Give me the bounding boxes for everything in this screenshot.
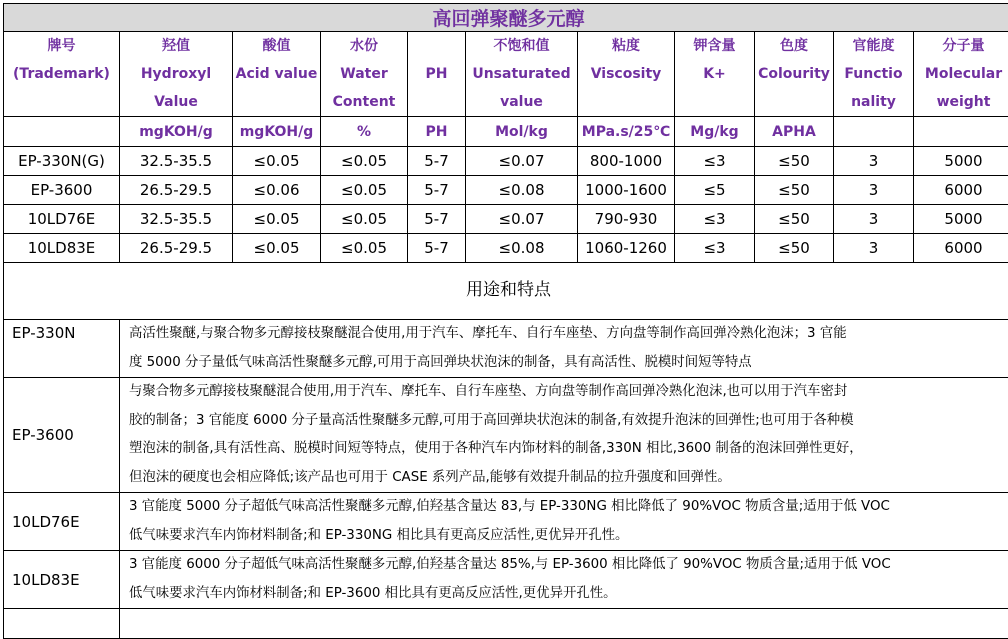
- unit-cell: mgKOH/g: [120, 117, 233, 147]
- usage-title-text: 用途和特点: [466, 280, 551, 300]
- table-cell: 5-7: [408, 176, 466, 205]
- table-cell: ≤50: [755, 176, 834, 205]
- header-line: 羟值: [120, 32, 232, 60]
- table-cell: ≤50: [755, 234, 834, 263]
- table-cell: 3: [834, 234, 914, 263]
- usage-row: [4, 551, 1008, 609]
- table-cell: 32.5-35.5: [120, 147, 233, 176]
- column-header: [233, 32, 321, 117]
- description-line: 3 官能度 5000 分子超低气味高活性聚醚多元醇,伯羟基含量达 83,与 EP-330NG 相比降低了 90%VOC 物质含量;适用于低 VOC: [129, 493, 1005, 522]
- header-line: weight: [914, 88, 1008, 116]
- table-cell: 3: [834, 147, 914, 176]
- unit-cell: Mg/kg: [675, 117, 755, 147]
- description-line: 与聚合物多元醇接枝聚醚混合使用,用于汽车、摩托车、自行车座垫、方向盘等制作高回弹冷熟化泡沫,也可以用于汽车密封: [129, 378, 1005, 407]
- table-cell: ≤3: [675, 205, 755, 234]
- header-line: Molecular: [914, 60, 1008, 88]
- header-line: 酸值: [233, 32, 320, 60]
- header-line: [675, 88, 754, 116]
- table-cell: 32.5-35.5: [120, 205, 233, 234]
- column-header: [120, 32, 233, 117]
- unit-cell: APHA: [755, 117, 834, 147]
- column-header: [675, 32, 755, 117]
- table-cell: ≤0.05: [233, 205, 321, 234]
- unit-cell: mgKOH/g: [233, 117, 321, 147]
- header-line: Acid value: [233, 60, 320, 88]
- header-line: Unsaturated: [466, 60, 577, 88]
- header-line: Water: [321, 60, 407, 88]
- table-cell: ≤50: [755, 205, 834, 234]
- table-cell: ≤0.05: [321, 176, 408, 205]
- header-line: 分子量: [914, 32, 1008, 60]
- table-cell: ≤0.06: [233, 176, 321, 205]
- unit-cell: Mol/kg: [466, 117, 578, 147]
- description-line: 但泡沫的硬度也会相应降低;该产品也可用于 CASE 系列产品,能够有效提升制品的拉升强度和回弹性。: [129, 464, 1005, 493]
- table-cell: EP-3600: [4, 176, 120, 205]
- product-description: [120, 378, 1008, 493]
- column-header: [466, 32, 578, 117]
- table-cell: 3: [834, 205, 914, 234]
- table-cell: 26.5-29.5: [120, 234, 233, 263]
- column-header: [578, 32, 675, 117]
- header-line: Colourity: [755, 60, 833, 88]
- header-line: Content: [321, 88, 407, 116]
- usage-row: [4, 378, 1008, 493]
- description-line: 高活性聚醚,与聚合物多元醇接枝聚醚混合使用,用于汽车、摩托车、自行车座垫、方向盘等制作高回弹冷熟化泡沫；3 官能: [129, 320, 1005, 349]
- table-cell: ≤0.05: [233, 147, 321, 176]
- table-cell: ≤50: [755, 147, 834, 176]
- header-line: 牌号: [4, 32, 119, 60]
- usage-row: [4, 493, 1008, 551]
- usage-title-row: [4, 263, 1008, 320]
- header-line: [233, 88, 320, 116]
- table-title: 高回弹聚醚多元醇: [4, 4, 1008, 32]
- product-name: EP-330N: [4, 320, 120, 378]
- table-cell: 1060-1260: [578, 234, 675, 263]
- table-cell: 10LD76E: [4, 205, 120, 234]
- header-line: PH: [408, 60, 465, 88]
- header-line: (Trademark): [4, 60, 119, 88]
- header-line: Viscosity: [578, 60, 674, 88]
- description-line: 胶的制备；3 官能度 6000 分子量高活性聚醚多元醇,可用于高回弹块状泡沫的制备,有效提升泡沫的回弹性;也可用于各种模: [129, 407, 1005, 436]
- table-cell: 1000-1600: [578, 176, 675, 205]
- unit-cell: MPa.s/25℃: [578, 117, 675, 147]
- empty-row: [4, 609, 1008, 639]
- column-header: [408, 32, 466, 117]
- unit-cell: PH: [408, 117, 466, 147]
- empty-cell: [120, 609, 1008, 639]
- unit-cell: [4, 117, 120, 147]
- header-line: Value: [120, 88, 232, 116]
- table-row: [4, 205, 1008, 234]
- table-cell: ≤3: [675, 234, 755, 263]
- table-cell: EP-330N(G): [4, 147, 120, 176]
- table-cell: 3: [834, 176, 914, 205]
- table-cell: ≤0.08: [466, 234, 578, 263]
- header-line: [4, 88, 119, 116]
- table-cell: 800-1000: [578, 147, 675, 176]
- header-line: 不饱和值: [466, 32, 577, 60]
- column-header: [755, 32, 834, 117]
- product-description: [120, 493, 1008, 551]
- product-spec-table: [3, 3, 1008, 639]
- product-name: 10LD76E: [4, 493, 120, 551]
- header-line: 钾含量: [675, 32, 754, 60]
- table-cell: 5000: [914, 147, 1008, 176]
- product-name: 10LD83E: [4, 551, 120, 609]
- description-line: 3 官能度 6000 分子超低气味高活性聚醚多元醇,伯羟基含量达 85%,与 EP-3600 相比降低了 90%VOC 物质含量;适用于低 VOC: [129, 551, 1005, 580]
- unit-row: [4, 117, 1008, 147]
- table-row: [4, 176, 1008, 205]
- empty-cell: [4, 609, 120, 639]
- header-line: Functio: [834, 60, 913, 88]
- table-cell: 5-7: [408, 205, 466, 234]
- header-line: 粘度: [578, 32, 674, 60]
- header-line: nality: [834, 88, 913, 116]
- description-line: 塑泡沫的制备,具有活性高、脱模时间短等特点，使用于各种汽车内饰材料的制备,330N 相比,3600 制备的泡沫回弹性更好，: [129, 435, 1005, 464]
- usage-row: [4, 320, 1008, 378]
- table-row: [4, 147, 1008, 176]
- header-line: [578, 88, 674, 116]
- column-header: [321, 32, 408, 117]
- column-header: [834, 32, 914, 117]
- table-cell: ≤0.08: [466, 176, 578, 205]
- header-row: [4, 32, 1008, 117]
- header-line: 官能度: [834, 32, 913, 60]
- table-cell: ≤0.07: [466, 205, 578, 234]
- header-line: 色度: [755, 32, 833, 60]
- product-name: EP-3600: [4, 378, 120, 493]
- header-line: 水份: [321, 32, 407, 60]
- usage-title: [4, 263, 1008, 320]
- unit-cell: [914, 117, 1008, 147]
- table-cell: ≤0.05: [321, 234, 408, 263]
- unit-cell: %: [321, 117, 408, 147]
- header-line: [755, 88, 833, 116]
- header-line: [408, 88, 465, 116]
- table-cell: ≤0.05: [321, 205, 408, 234]
- table-cell: 5-7: [408, 147, 466, 176]
- description-line: 低气味要求汽车内饰材料制备;和 EP-3600 相比具有更高反应活性,更优异开孔性。: [129, 580, 1005, 609]
- header-line: value: [466, 88, 577, 116]
- header-line: K+: [675, 60, 754, 88]
- description-line: 度 5000 分子量低气味高活性聚醚多元醇,可用于高回弹块状泡沫的制备，具有高活性、脱模时间短等特点: [129, 349, 1005, 378]
- header-line: [408, 32, 465, 60]
- description-line: 低气味要求汽车内饰材料制备;和 EP-330NG 相比具有更高反应活性,更优异开孔性。: [129, 522, 1005, 551]
- column-header: [4, 32, 120, 117]
- table-cell: 5-7: [408, 234, 466, 263]
- product-description: [120, 551, 1008, 609]
- table-cell: ≤0.05: [321, 147, 408, 176]
- table-cell: 790-930: [578, 205, 675, 234]
- table-cell: ≤3: [675, 147, 755, 176]
- table-cell: 5000: [914, 205, 1008, 234]
- product-description: [120, 320, 1008, 378]
- table-cell: ≤5: [675, 176, 755, 205]
- table-cell: 10LD83E: [4, 234, 120, 263]
- table-cell: ≤0.05: [233, 234, 321, 263]
- header-line: Hydroxyl: [120, 60, 232, 88]
- unit-cell: [834, 117, 914, 147]
- table-cell: ≤0.07: [466, 147, 578, 176]
- column-header: [914, 32, 1008, 117]
- table-row: [4, 234, 1008, 263]
- table-cell: 6000: [914, 234, 1008, 263]
- table-cell: 26.5-29.5: [120, 176, 233, 205]
- table-cell: 6000: [914, 176, 1008, 205]
